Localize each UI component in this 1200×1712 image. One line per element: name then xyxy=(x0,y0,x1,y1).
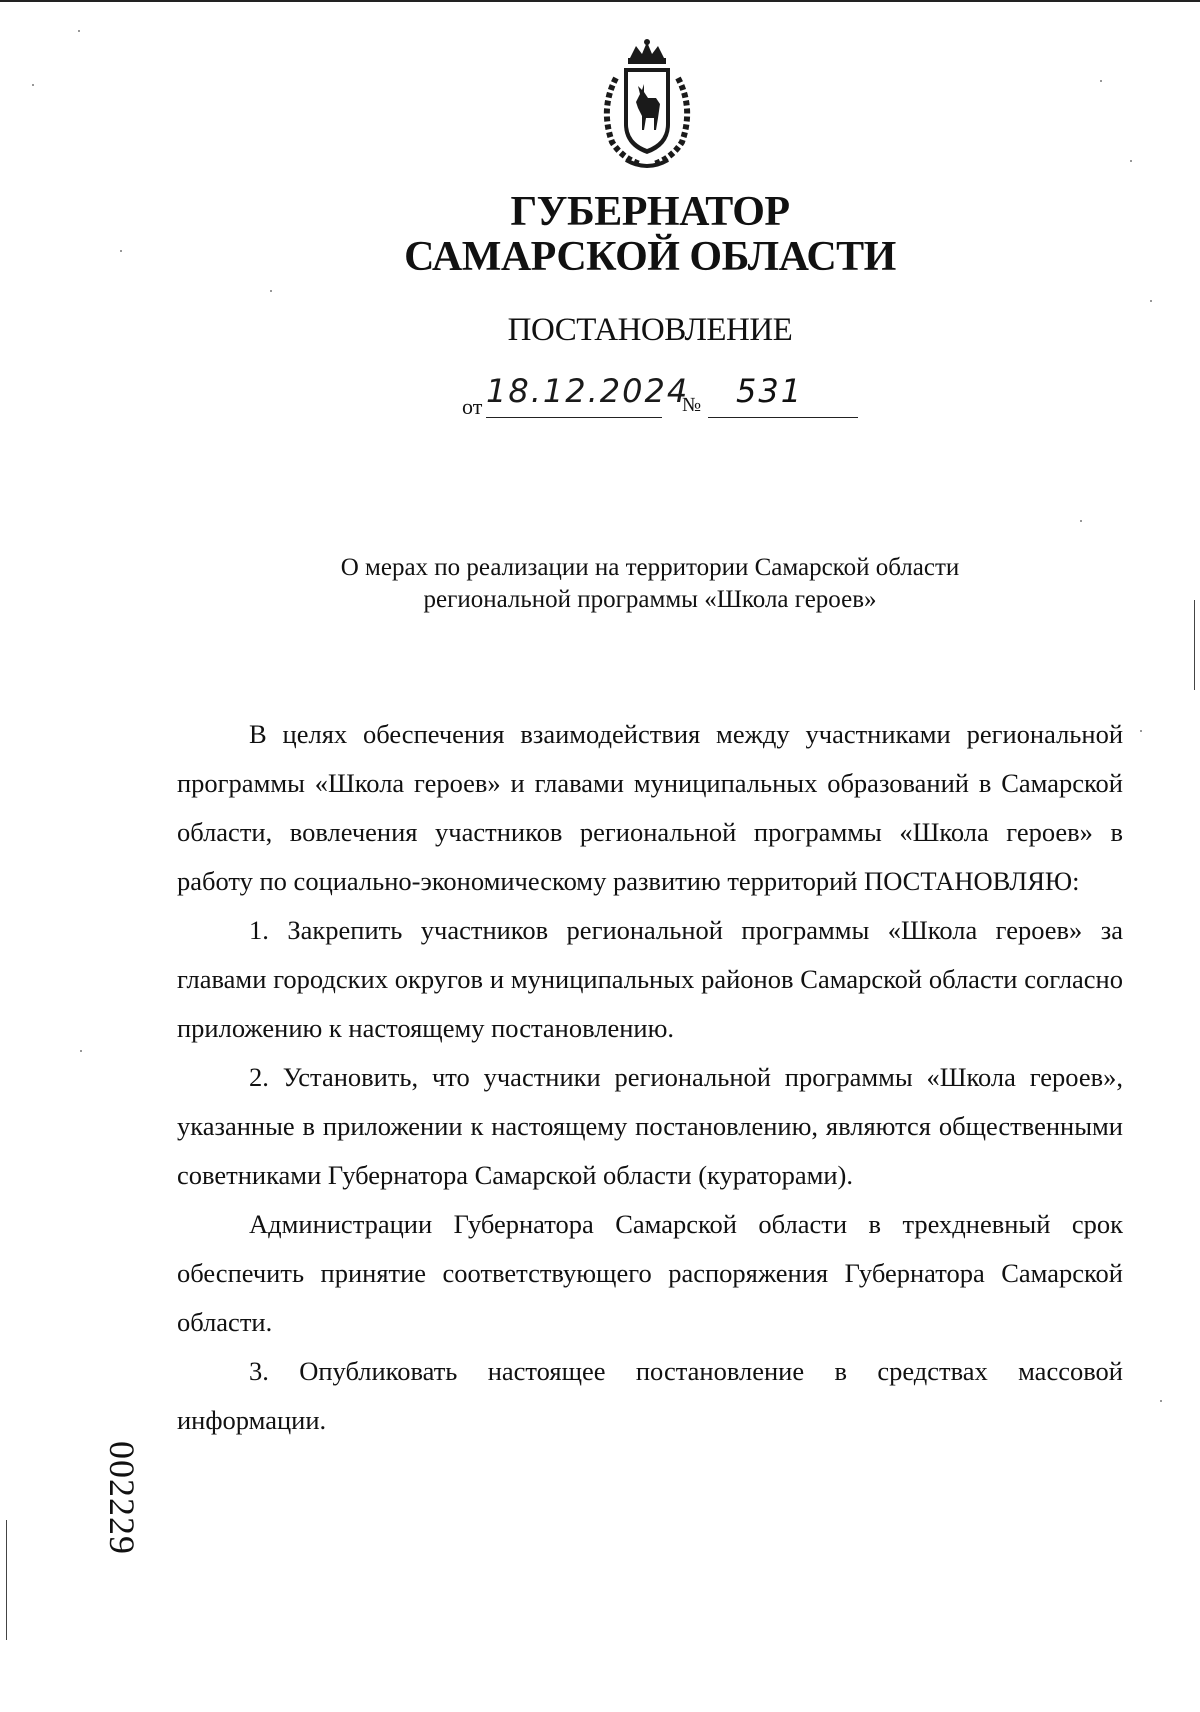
page-top-border xyxy=(0,0,1200,2)
scan-speck xyxy=(80,1050,82,1052)
body-paragraph: 2. Установить, что участники региональной программы «Школа героев», указанные в приложении к настоящему постановлению, являются общественными советниками Губернатора Самарской области (кураторами). xyxy=(177,1062,1123,1190)
subject-line-2: региональной программы «Школа героев» xyxy=(423,586,877,613)
document-subject xyxy=(0,552,1200,616)
body-paragraph: 1. Закрепить участников региональной программы «Школа героев» за главами городских округов и муниципальных районов Самарской области согласно приложению к настоящему постановлению. xyxy=(177,915,1123,1043)
document-number: 531 xyxy=(736,372,804,410)
number-prefix: № xyxy=(682,394,702,416)
side-stamp-text: 002229 xyxy=(102,1441,142,1555)
body-paragraph: Администрации Губернатора Самарской области в трехдневный срок обеспечить принятие соответствующего распоряжения Губернатора Самарской области. xyxy=(177,1209,1123,1337)
scan-speck xyxy=(1140,730,1142,732)
scan-speck xyxy=(1130,160,1132,162)
title-line-1: ГУБЕРНАТОР xyxy=(510,189,790,235)
body-paragraph: 3. Опубликовать настоящее постановление в средствах массовой информации. xyxy=(177,1356,1123,1435)
scan-speck xyxy=(1160,1400,1162,1402)
body-paragraph: В целях обеспечения взаимодействия между участниками региональной программы «Школа героев» и главами муниципальных образований в Самарской области, вовлечения участников региональной программы «Школа героев» в работу по социально-экономическому развитию территорий ПОСТАНОВЛЯЮ: xyxy=(177,719,1123,896)
scan-speck xyxy=(1080,520,1082,522)
date-underline xyxy=(486,417,662,418)
subject-line-1: О мерах по реализации на территории Самарской области xyxy=(340,554,960,581)
scan-edge-mark xyxy=(1194,600,1195,690)
scan-speck xyxy=(78,30,80,32)
scan-edge-mark xyxy=(6,1520,7,1640)
scan-speck xyxy=(1100,80,1102,82)
scan-speck xyxy=(270,290,272,292)
date-number-line xyxy=(462,372,862,422)
title-line-2: САМАРСКОЙ ОБЛАСТИ xyxy=(404,234,896,280)
document-body xyxy=(177,710,1123,1445)
scan-speck xyxy=(1150,300,1152,302)
coat-of-arms-icon xyxy=(586,38,708,174)
document-date: 18.12.2024 xyxy=(486,372,690,410)
number-underline xyxy=(708,417,858,418)
scan-speck xyxy=(120,250,122,252)
document-type: ПОСТАНОВЛЕНИЕ xyxy=(507,312,793,348)
scan-speck xyxy=(32,84,34,86)
side-stamp-number xyxy=(92,1428,152,1568)
date-prefix: от xyxy=(462,394,483,419)
